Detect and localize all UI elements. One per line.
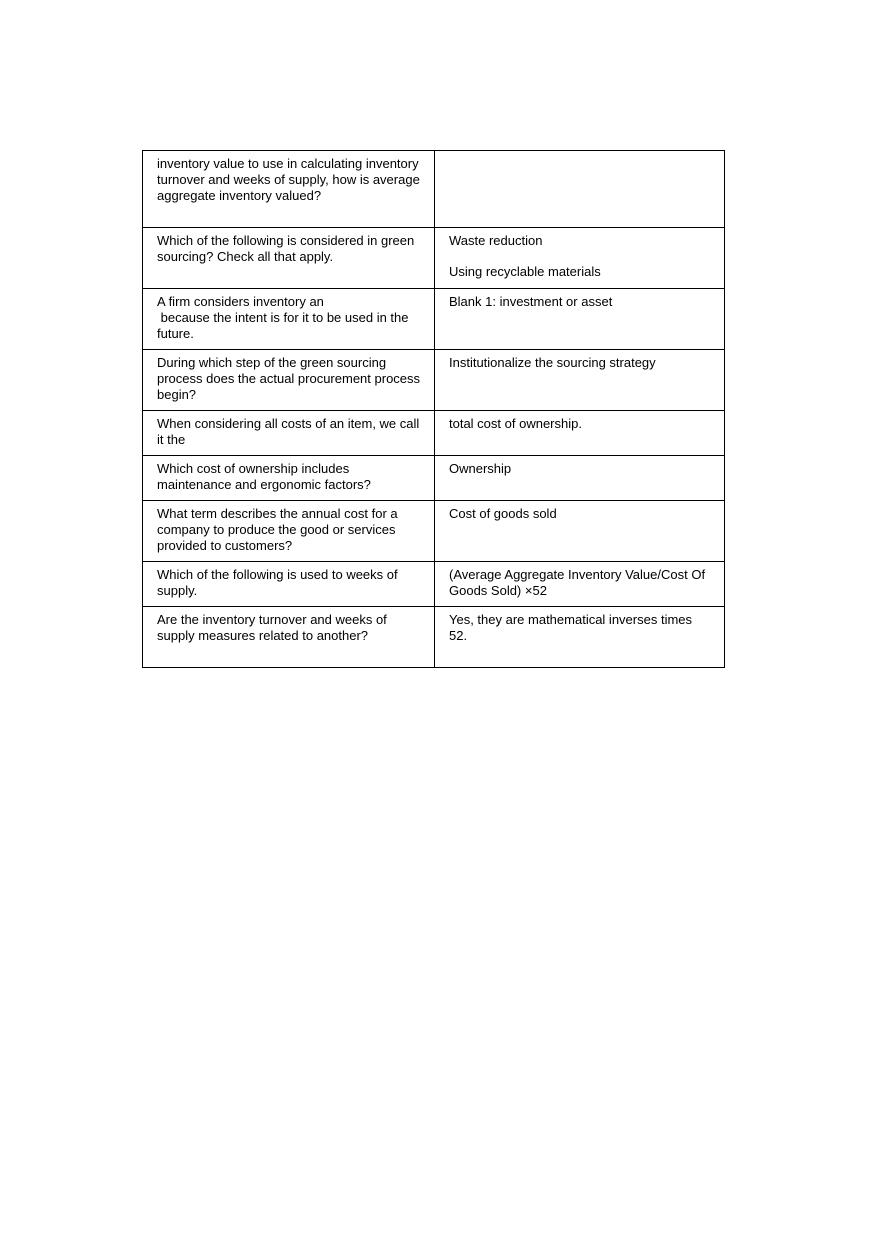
question-line: it the	[157, 432, 186, 447]
table-row	[143, 456, 725, 501]
answer-line: Goods Sold) ×52	[449, 583, 547, 598]
answer-cell	[435, 289, 725, 350]
answer-line: Yes, they are mathematical inverses times	[449, 612, 693, 627]
question-line: process does the actual procurement process	[157, 371, 421, 386]
question-line: Are the inventory turnover and weeks of	[157, 612, 387, 627]
answer-cell	[435, 562, 725, 607]
question-cell	[143, 501, 435, 562]
question-cell	[143, 456, 435, 501]
answer-line: Institutionalize the sourcing strategy	[449, 355, 656, 370]
question-line: because the intent is for it to be used in the	[157, 310, 409, 325]
answer-cell	[435, 350, 725, 411]
question-line: A firm considers inventory an	[157, 294, 324, 309]
table-row	[143, 151, 725, 228]
question-line: begin?	[157, 387, 197, 402]
table-row	[143, 562, 725, 607]
question-line: maintenance and ergonomic factors?	[157, 477, 371, 492]
table-row	[143, 501, 725, 562]
question-cell	[143, 228, 435, 289]
qa-table	[142, 150, 725, 668]
answer-cell	[435, 151, 725, 228]
answer-line: Cost of goods sold	[449, 506, 557, 521]
answer-line: (Average Aggregate Inventory Value/Cost Of	[449, 567, 706, 582]
question-line: During which step of the green sourcing	[157, 355, 387, 370]
question-line: Which of the following is considered in green	[157, 233, 415, 248]
table-row	[143, 350, 725, 411]
answer-cell	[435, 411, 725, 456]
question-line: Which of the following is used to weeks of	[157, 567, 398, 582]
question-cell	[143, 607, 435, 668]
table-row	[143, 411, 725, 456]
table-row	[143, 228, 725, 289]
answer-line: Ownership	[449, 461, 512, 476]
question-line: sourcing? Check all that apply.	[157, 249, 334, 264]
answer-line: 52.	[449, 628, 468, 643]
question-line: supply.	[157, 583, 198, 598]
table-row	[143, 607, 725, 668]
question-line: Which cost of ownership includes	[157, 461, 350, 476]
answer-cell	[435, 607, 725, 668]
question-line: provided to customers?	[157, 538, 293, 553]
question-line: future.	[157, 326, 194, 341]
question-cell	[143, 562, 435, 607]
question-line: When considering all costs of an item, we call	[157, 416, 420, 431]
answer-line: Using recyclable materials	[449, 264, 601, 279]
answer-cell	[435, 456, 725, 501]
question-cell	[143, 151, 435, 228]
answer-cell	[435, 501, 725, 562]
question-cell	[143, 350, 435, 411]
question-cell	[143, 411, 435, 456]
question-line: aggregate inventory valued?	[157, 188, 322, 203]
answer-cell	[435, 228, 725, 289]
question-cell	[143, 289, 435, 350]
question-line: What term describes the annual cost for a	[157, 506, 398, 521]
question-line: inventory value to use in calculating inventory	[157, 156, 419, 171]
question-line: supply measures related to another?	[157, 628, 369, 643]
table-row	[143, 289, 725, 350]
answer-gap	[449, 249, 720, 264]
question-line: turnover and weeks of supply, how is average	[157, 172, 420, 187]
answer-line: total cost of ownership.	[449, 416, 582, 431]
question-line: company to produce the good or services	[157, 522, 396, 537]
answer-line: Waste reduction	[449, 233, 543, 248]
answer-line: Blank 1: investment or asset	[449, 294, 613, 309]
